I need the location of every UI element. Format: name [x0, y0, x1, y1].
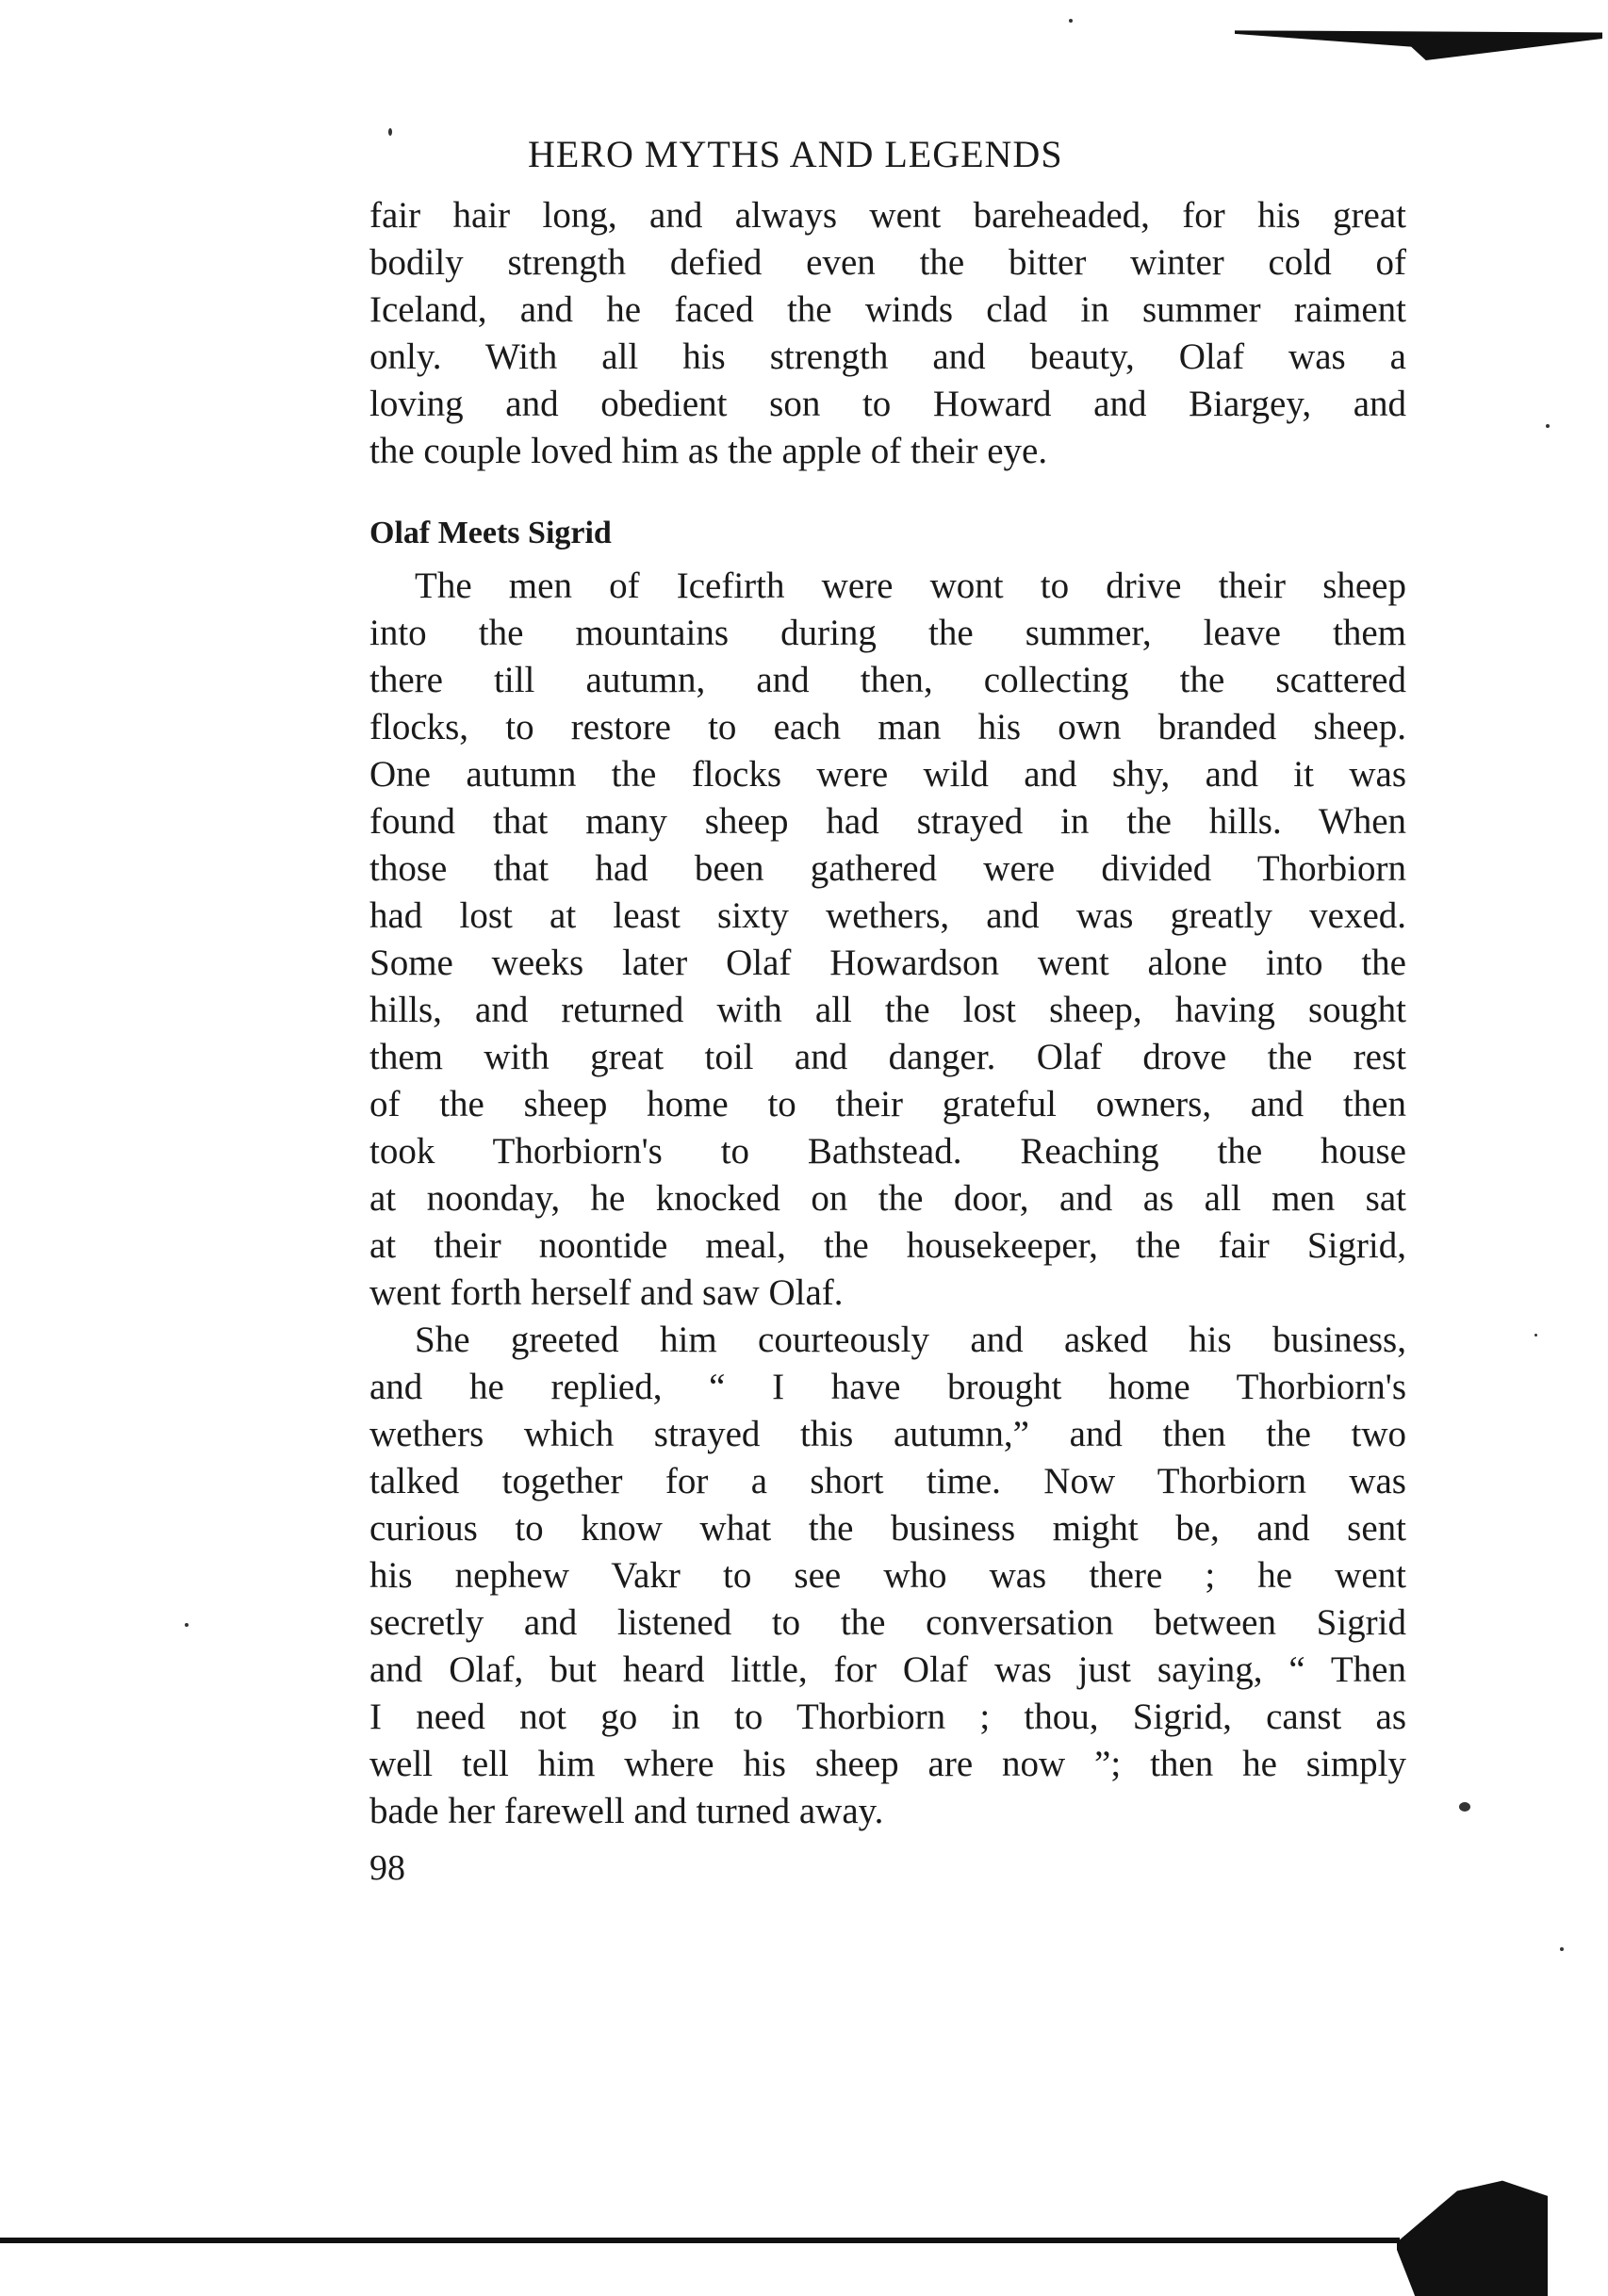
scan-speck [185, 1623, 189, 1627]
text-line: I need not go in to Thorbiorn ; thou, Sigrid, canst as [369, 1697, 1406, 1737]
scan-speck [1546, 424, 1550, 428]
text-line: Iceland, and he faced the winds clad in summer raiment [369, 289, 1406, 330]
text-line: his nephew Vakr to see who was there ; he went [369, 1555, 1406, 1596]
text-line: and Olaf, but heard little, for Olaf was just saying, “ Then [369, 1649, 1406, 1690]
scan-speck [1459, 1802, 1470, 1812]
text-line: only. With all his strength and beauty, Olaf was a [369, 336, 1406, 377]
text-line: curious to know what the business might be, and sent [369, 1508, 1406, 1549]
paragraph-3 [369, 1317, 1406, 1835]
text-line: loving and obedient son to Howard and Biargey, and [369, 384, 1406, 424]
text-line: Some weeks later Olaf Howardson went alone into the [369, 943, 1406, 983]
text-line: secretly and listened to the conversation between Sigrid [369, 1602, 1406, 1643]
text-line: wethers which strayed this autumn,” and then the two [369, 1414, 1406, 1454]
text-line: bodily strength defied even the bitter winter cold of [369, 242, 1406, 283]
paragraph-2 [369, 563, 1406, 1317]
scan-speck [1069, 19, 1073, 23]
text-line: found that many sheep had strayed in the hills. When [369, 801, 1406, 842]
text-line: well tell him where his sheep are now ”; then he simply [369, 1744, 1406, 1784]
text-line: had lost at least sixty wethers, and was greatly vexed. [369, 895, 1406, 936]
text-line: fair hair long, and always went bareheaded, for his great [369, 195, 1406, 236]
scan-smear-bottom [1397, 2168, 1548, 2296]
section-heading: Olaf Meets Sigrid [369, 516, 612, 550]
text-line: One autumn the flocks were wild and shy, and it was [369, 754, 1406, 795]
text-line: She greeted him courteously and asked his business, [415, 1320, 1406, 1360]
scan-speck [1534, 1334, 1537, 1337]
scan-speck [388, 128, 392, 136]
text-line: hills, and returned with all the lost sheep, having sought [369, 990, 1406, 1030]
text-line: took Thorbiorn's to Bathstead. Reaching the house [369, 1131, 1406, 1172]
page-number: 98 [369, 1848, 405, 1888]
text-line: talked together for a short time. Now Thorbiorn was [369, 1461, 1406, 1501]
text-line: went forth herself and saw Olaf. [369, 1272, 844, 1313]
text-line: and he replied, “ I have brought home Thorbiorn's [369, 1367, 1406, 1407]
text-line: bade her farewell and turned away. [369, 1791, 884, 1831]
text-line: there till autumn, and then, collecting the scattered [369, 660, 1406, 700]
text-line: those that had been gathered were divided Thorbiorn [369, 848, 1406, 889]
scan-border-bottom [0, 2238, 1400, 2243]
text-line: flocks, to restore to each man his own branded sheep. [369, 707, 1406, 747]
text-line: of the sheep home to their grateful owners, and then [369, 1084, 1406, 1124]
text-line: at noonday, he knocked on the door, and as all men sat [369, 1178, 1406, 1219]
running-head: HERO MYTHS AND LEGENDS [528, 133, 1063, 175]
text-line: the couple loved him as the apple of their eye. [369, 431, 1048, 471]
text-line: The men of Icefirth were wont to drive their sheep [415, 566, 1406, 606]
scan-smear-top [1235, 26, 1602, 60]
scan-speck [1560, 1947, 1564, 1951]
text-line: into the mountains during the summer, leave them [369, 613, 1406, 653]
paragraph-1 [369, 192, 1406, 475]
text-line: at their noontide meal, the housekeeper, the fair Sigrid, [369, 1225, 1406, 1266]
text-line: them with great toil and danger. Olaf drove the rest [369, 1037, 1406, 1077]
